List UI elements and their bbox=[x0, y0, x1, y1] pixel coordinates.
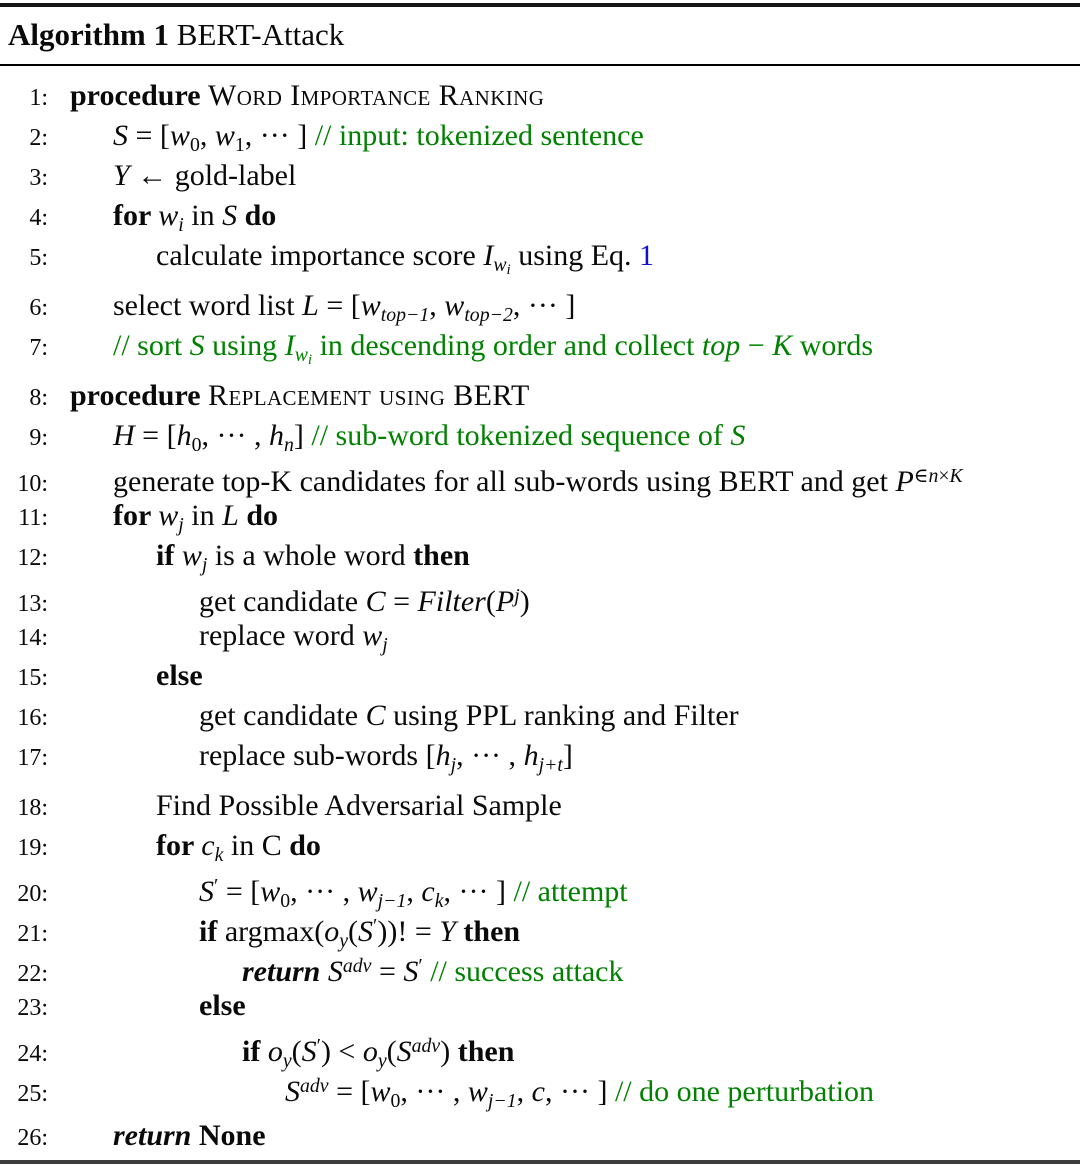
seg-g: in descending order and collect bbox=[312, 329, 702, 362]
line-number: 4: bbox=[29, 205, 48, 231]
seg-i: w bbox=[181, 539, 202, 572]
seg-sub: k bbox=[434, 889, 444, 912]
bottom-rule bbox=[0, 1160, 1080, 1164]
seg-i: w bbox=[360, 289, 381, 322]
line-content bbox=[70, 376, 530, 416]
algo-line bbox=[0, 736, 1080, 776]
seg-bi: return bbox=[113, 1119, 199, 1152]
algo-line bbox=[0, 826, 1080, 866]
seg-i: w bbox=[357, 874, 378, 908]
seg-t: ( bbox=[386, 1034, 397, 1068]
seg-t: ( bbox=[348, 914, 359, 948]
algo-line bbox=[0, 196, 1080, 236]
seg-i: S bbox=[222, 199, 238, 232]
seg-i: C bbox=[365, 584, 386, 618]
seg-i: o bbox=[267, 1034, 283, 1068]
seg-sub: y bbox=[377, 1049, 387, 1072]
seg-sub: y bbox=[282, 1049, 292, 1072]
algo-line bbox=[0, 116, 1080, 156]
line-content bbox=[199, 986, 246, 1026]
seg-b: for bbox=[113, 499, 159, 532]
seg-g: // do one perturbation bbox=[614, 1074, 875, 1108]
algo-line bbox=[0, 616, 1080, 656]
seg-i: S bbox=[285, 1074, 300, 1108]
seg-gi: S bbox=[730, 419, 746, 452]
seg-t: ) bbox=[440, 1034, 458, 1068]
seg-sup: ′ bbox=[373, 915, 378, 937]
seg-t: replace word bbox=[199, 619, 363, 652]
line-number: 9: bbox=[29, 425, 48, 451]
seg-sub: j−1 bbox=[487, 1089, 517, 1112]
seg-g: // sort bbox=[113, 329, 190, 362]
seg-i: o bbox=[362, 1034, 378, 1068]
seg-t: select word list bbox=[113, 289, 303, 322]
seg-supi: adv bbox=[411, 1035, 441, 1057]
seg-i: w bbox=[260, 874, 281, 908]
seg-t: ← gold-label bbox=[129, 159, 297, 192]
seg-i: Filter bbox=[417, 584, 486, 618]
seg-b: procedure bbox=[70, 379, 209, 412]
seg-t: Find Possible Adversarial Sample bbox=[156, 789, 562, 822]
algorithm-header bbox=[0, 7, 1080, 64]
seg-i: P bbox=[495, 584, 515, 618]
seg-b: do bbox=[237, 199, 277, 232]
seg-sub2: i bbox=[506, 262, 511, 278]
seg-t: ] bbox=[562, 739, 573, 772]
algo-line bbox=[0, 416, 1080, 456]
seg-t: in bbox=[183, 199, 223, 232]
seg-g: // sub-word tokenized sequence of bbox=[311, 419, 731, 452]
seg-sub: j−1 bbox=[377, 889, 407, 912]
seg-b: for bbox=[113, 199, 159, 232]
seg-t: generate top-K candidates for all sub-words using BERT and get bbox=[113, 464, 896, 498]
seg-b: if bbox=[156, 539, 182, 572]
seg-b: do bbox=[289, 829, 321, 862]
algo-line bbox=[0, 286, 1080, 326]
line-number: 6: bbox=[29, 295, 48, 321]
seg-i: w bbox=[214, 119, 235, 152]
seg-b: do bbox=[238, 499, 278, 532]
seg-t: = [ bbox=[218, 874, 261, 908]
seg-sub: n bbox=[283, 433, 294, 456]
seg-gi: top bbox=[701, 329, 741, 362]
seg-i: w bbox=[362, 619, 383, 652]
line-number: 5: bbox=[29, 245, 48, 271]
seg-gsub: w bbox=[294, 343, 308, 366]
seg-t: , bbox=[516, 1074, 532, 1108]
seg-b: else bbox=[156, 659, 203, 692]
line-number: 7: bbox=[29, 335, 48, 361]
seg-t: ) bbox=[519, 584, 530, 618]
seg-sub: y bbox=[339, 929, 349, 952]
seg-i: L bbox=[302, 289, 319, 322]
line-content bbox=[199, 736, 573, 785]
algorithm-label: Algorithm 1 bbox=[8, 17, 170, 52]
line-content bbox=[285, 1066, 874, 1121]
seg-i: Y bbox=[113, 159, 130, 192]
line-number: 18: bbox=[17, 795, 48, 821]
seg-t: , bbox=[199, 119, 215, 152]
seg-t: using Eq. bbox=[510, 239, 640, 272]
line-number: 19: bbox=[17, 835, 48, 861]
line-content bbox=[156, 656, 203, 696]
seg-subn: 0 bbox=[191, 433, 202, 456]
seg-t: calculate importance score bbox=[156, 239, 484, 272]
seg-i: c bbox=[531, 1074, 545, 1108]
algo-line bbox=[0, 376, 1080, 416]
line-number: 16: bbox=[17, 705, 48, 731]
seg-sub: w bbox=[493, 253, 507, 276]
algo-line bbox=[0, 946, 1080, 986]
seg-i: h bbox=[435, 739, 451, 772]
line-number: 22: bbox=[17, 960, 48, 987]
line-content bbox=[156, 786, 562, 826]
line-content bbox=[242, 946, 623, 992]
algo-line bbox=[0, 1026, 1080, 1072]
seg-sub: j bbox=[178, 513, 184, 536]
seg-t: in C bbox=[223, 829, 290, 862]
line-number: 20: bbox=[17, 880, 48, 907]
line-content bbox=[199, 696, 739, 736]
seg-t: = [ bbox=[128, 119, 170, 152]
seg-b: if bbox=[242, 1034, 268, 1068]
line-number: 11: bbox=[18, 505, 48, 531]
seg-t: , ··· ] bbox=[443, 874, 514, 908]
seg-sub: j bbox=[382, 633, 388, 656]
seg-i: L bbox=[222, 499, 239, 532]
seg-i: o bbox=[324, 914, 340, 948]
line-number: 23: bbox=[17, 995, 48, 1021]
line-number: 10: bbox=[17, 470, 48, 497]
seg-supi: adv bbox=[342, 955, 372, 977]
seg-i: S bbox=[327, 954, 343, 988]
seg-i: w bbox=[370, 1074, 391, 1108]
seg-b: then bbox=[455, 914, 521, 948]
seg-i: S bbox=[396, 1034, 412, 1068]
line-content bbox=[113, 156, 296, 196]
seg-b: then bbox=[457, 1034, 515, 1068]
seg-i: w bbox=[467, 1074, 488, 1108]
seg-sc: Replacement using BERT bbox=[208, 379, 530, 412]
seg-i: c bbox=[201, 829, 215, 862]
seg-sub: j+t bbox=[538, 753, 563, 776]
algo-line bbox=[0, 236, 1080, 276]
seg-gi: I bbox=[284, 329, 295, 362]
line-number: 25: bbox=[17, 1080, 48, 1107]
seg-i: h bbox=[176, 419, 192, 452]
algorithm-title: BERT-Attack bbox=[169, 17, 345, 52]
algo-line bbox=[0, 326, 1080, 366]
line-number: 13: bbox=[17, 590, 48, 617]
seg-i: c bbox=[421, 874, 435, 908]
seg-t: , ··· ] bbox=[544, 1074, 615, 1108]
seg-i: S bbox=[403, 954, 419, 988]
seg-supi: j bbox=[514, 585, 520, 607]
line-number: 2: bbox=[29, 125, 48, 151]
seg-t: , ··· ] bbox=[512, 289, 576, 322]
seg-b: else bbox=[199, 989, 246, 1022]
seg-t: = [ bbox=[328, 1074, 371, 1108]
seg-sup: ∈ bbox=[913, 465, 929, 487]
seg-g: using bbox=[204, 329, 285, 362]
seg-t: ( bbox=[291, 1034, 302, 1068]
seg-t: get candidate bbox=[199, 699, 366, 732]
seg-g: // attempt bbox=[513, 874, 628, 908]
line-number: 14: bbox=[17, 625, 48, 651]
line-number: 26: bbox=[17, 1125, 48, 1151]
line-content bbox=[70, 76, 544, 116]
seg-t: get candidate bbox=[199, 584, 366, 618]
seg-subn: 0 bbox=[280, 889, 291, 912]
algo-line bbox=[0, 76, 1080, 116]
line-number: 24: bbox=[17, 1040, 48, 1067]
seg-t: , ··· , bbox=[400, 1074, 468, 1108]
seg-gsub2: i bbox=[307, 352, 313, 368]
algo-line bbox=[0, 456, 1080, 496]
seg-t: using PPL ranking and Filter bbox=[385, 699, 739, 732]
seg-i: I bbox=[483, 239, 494, 272]
equation-ref-link[interactable]: 1 bbox=[639, 239, 655, 272]
seg-b: None bbox=[198, 1119, 266, 1152]
seg-t: ] bbox=[293, 419, 312, 452]
algo-line bbox=[0, 1066, 1080, 1112]
algo-line bbox=[0, 656, 1080, 696]
seg-sub: i bbox=[178, 213, 184, 236]
seg-g: // input: tokenized sentence bbox=[314, 119, 644, 152]
seg-sub: j bbox=[450, 753, 457, 776]
algo-line bbox=[0, 986, 1080, 1026]
seg-subn: 0 bbox=[390, 1089, 401, 1112]
seg-supi: adv bbox=[300, 1075, 329, 1097]
seg-i: w bbox=[444, 289, 465, 322]
seg-sup: ′ bbox=[214, 875, 219, 897]
seg-gi: S bbox=[189, 329, 205, 362]
seg-t: , bbox=[406, 874, 422, 908]
line-content bbox=[199, 616, 388, 665]
seg-t: , ··· , bbox=[456, 739, 524, 772]
seg-i: h bbox=[268, 419, 284, 452]
seg-i: S bbox=[113, 119, 128, 152]
algo-line bbox=[0, 696, 1080, 736]
seg-b: for bbox=[156, 829, 202, 862]
seg-g: words bbox=[792, 329, 874, 362]
seg-sup: × bbox=[938, 465, 950, 487]
seg-i: w bbox=[158, 499, 179, 532]
seg-i: H bbox=[113, 419, 135, 452]
line-number: 3: bbox=[29, 165, 48, 191]
seg-t: , ··· ] bbox=[244, 119, 315, 152]
seg-i: S bbox=[301, 1034, 317, 1068]
seg-b: if bbox=[199, 914, 225, 948]
seg-i: Y bbox=[439, 914, 456, 948]
line-content bbox=[113, 1116, 266, 1156]
line-content bbox=[156, 236, 654, 290]
seg-i: w bbox=[158, 199, 179, 232]
seg-t: ))! = bbox=[377, 914, 440, 948]
seg-sup: ′ bbox=[316, 1035, 321, 1057]
seg-gi: K bbox=[772, 329, 793, 362]
seg-t: , ··· , bbox=[290, 874, 358, 908]
seg-t: = [ bbox=[134, 419, 177, 452]
seg-g: − bbox=[740, 329, 773, 362]
seg-sup: ′ bbox=[418, 955, 423, 977]
algo-lines bbox=[0, 66, 1080, 1156]
line-number: 21: bbox=[17, 920, 48, 947]
algo-line bbox=[0, 536, 1080, 576]
seg-t: , bbox=[429, 289, 445, 322]
line-content bbox=[113, 326, 873, 380]
seg-i: w bbox=[169, 119, 190, 152]
line-number: 8: bbox=[29, 385, 48, 411]
seg-i: C bbox=[365, 699, 386, 732]
seg-subn: 0 bbox=[189, 133, 200, 156]
seg-t: argmax( bbox=[224, 914, 325, 948]
seg-g: // success attack bbox=[422, 954, 624, 988]
seg-t: is a whole word bbox=[207, 539, 414, 572]
line-number: 17: bbox=[17, 745, 48, 771]
seg-t: ) < bbox=[320, 1034, 363, 1068]
algo-line bbox=[0, 1116, 1080, 1156]
line-number: 12: bbox=[17, 545, 48, 571]
line-number: 1: bbox=[29, 85, 48, 111]
seg-t: in bbox=[183, 499, 223, 532]
algo-line bbox=[0, 786, 1080, 826]
seg-sub: j bbox=[201, 553, 208, 576]
seg-t: = bbox=[371, 954, 404, 988]
seg-t: , ··· , bbox=[201, 419, 269, 452]
seg-sub: k bbox=[214, 843, 224, 866]
seg-i: S bbox=[199, 874, 214, 908]
seg-i: S bbox=[358, 914, 374, 948]
seg-supi: n bbox=[928, 465, 939, 487]
seg-i: P bbox=[895, 464, 914, 498]
seg-bi: return bbox=[242, 954, 328, 988]
seg-sub: top−2 bbox=[464, 303, 513, 326]
seg-b: procedure bbox=[70, 79, 209, 112]
seg-supi: K bbox=[949, 465, 963, 487]
seg-sc: Word Importance Ranking bbox=[208, 79, 545, 112]
seg-t: replace sub-words [ bbox=[199, 739, 436, 772]
seg-t: = [ bbox=[318, 289, 361, 322]
seg-i: h bbox=[523, 739, 539, 772]
seg-t: ( bbox=[485, 584, 496, 618]
line-number: 15: bbox=[17, 665, 48, 691]
algo-line bbox=[0, 496, 1080, 536]
seg-b: then bbox=[413, 539, 470, 572]
seg-subn: 1 bbox=[234, 133, 245, 156]
seg-t: = bbox=[385, 584, 418, 618]
seg-sub: top−1 bbox=[380, 303, 430, 326]
